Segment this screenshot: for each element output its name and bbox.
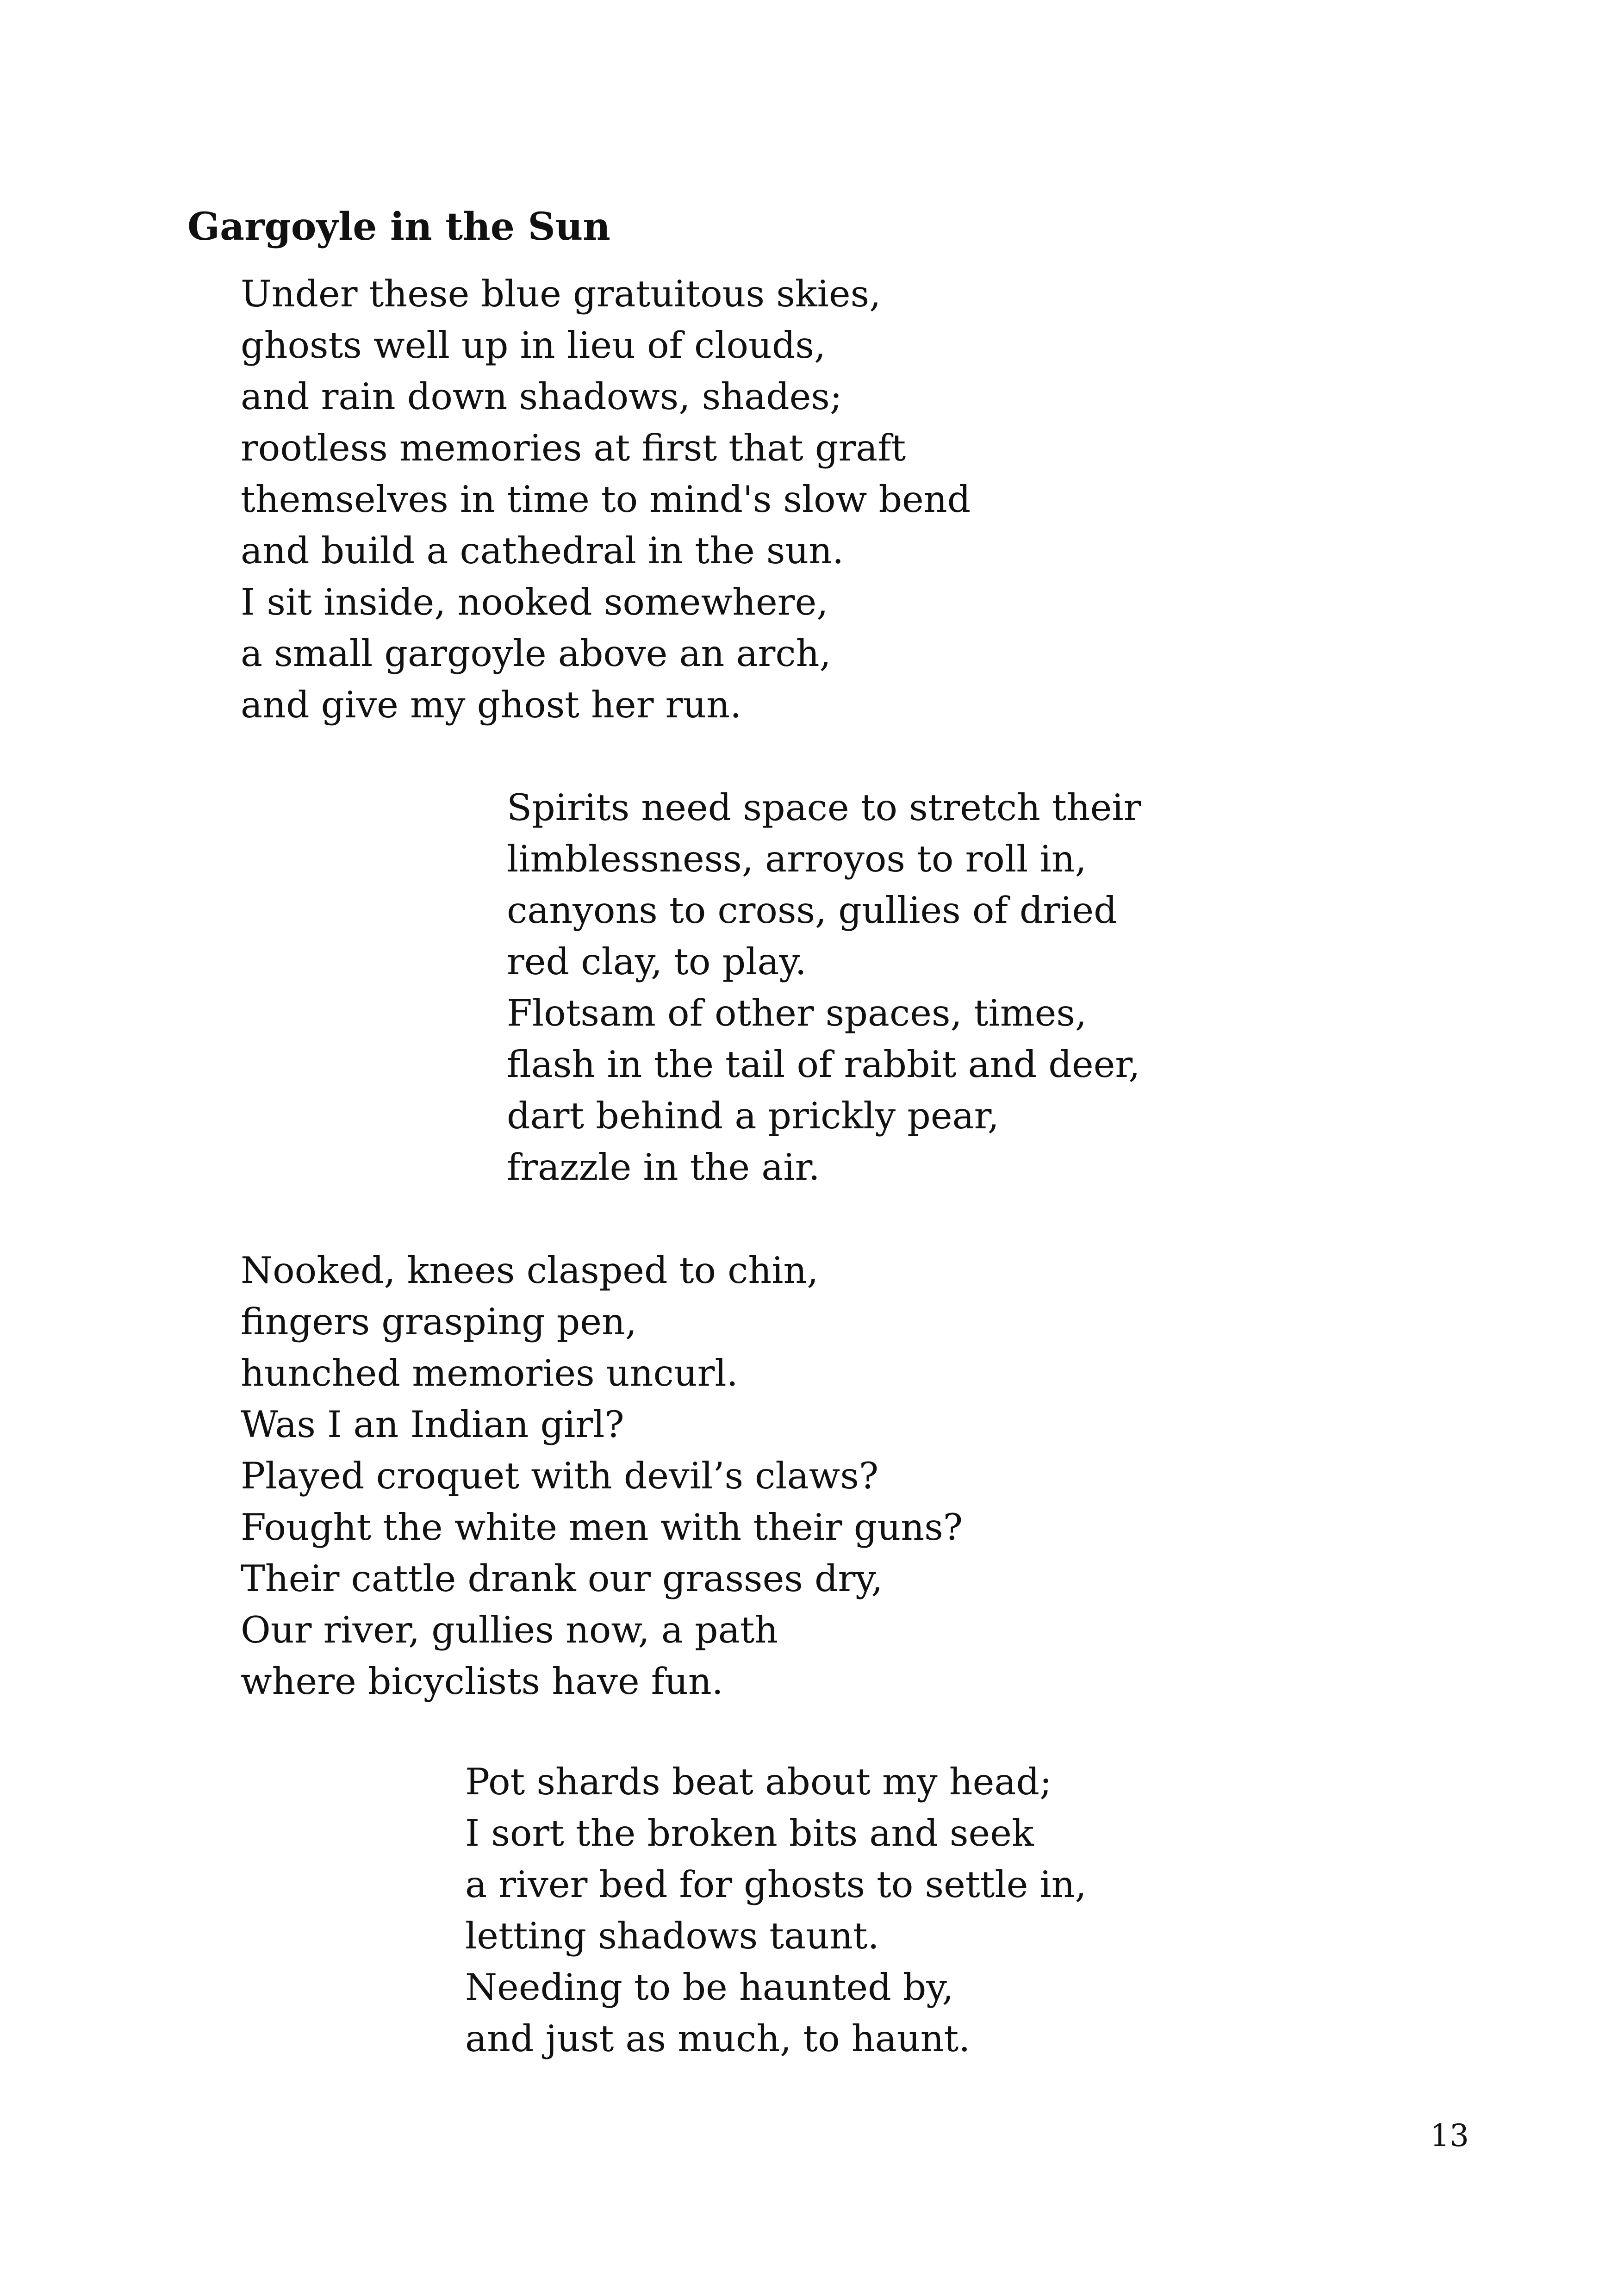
poem-line: Needing to be haunted by, (465, 1966, 954, 2009)
poem-line: themselves in time to mind's slow bend (241, 478, 971, 521)
poem-line: Pot shards beat about my head; (465, 1761, 1052, 1803)
poem-line: Nooked, knees clasped to chin, (241, 1249, 819, 1292)
stanza-3 (241, 1245, 963, 1707)
poem-line: Fought the white men with their guns? (241, 1506, 963, 1549)
poem-line: Played croquet with devil’s claws? (241, 1455, 879, 1497)
poem-line: and just as much, to haunt. (465, 2017, 971, 2060)
poem-line: Under these blue gratuitous skies, (241, 273, 881, 315)
poem-line: a river bed for ghosts to settle in, (465, 1863, 1087, 1906)
poem-title: Gargoyle in the Sun (187, 205, 610, 249)
poem-line: Flotsam of other spaces, times, (507, 992, 1087, 1034)
poem-line: hunched memories uncurl. (241, 1352, 738, 1394)
poem-line: flash in the tail of rabbit and deer, (507, 1043, 1140, 1086)
poem-line: letting shadows taunt. (465, 1915, 879, 1957)
poem-line: a small gargoyle above an arch, (241, 632, 831, 675)
poem-line: Was I an Indian girl? (241, 1403, 624, 1446)
poem-line: I sit inside, nooked somewhere, (241, 581, 828, 623)
poem-line: and build a cathedral in the sun. (241, 529, 844, 572)
stanza-1 (241, 268, 971, 731)
poem-line: Our river, gullies now, a path (241, 1609, 778, 1651)
poem-line: rootless memories at first that graft (241, 427, 906, 469)
poem-line: and give my ghost her run. (241, 684, 742, 726)
poem-line: Their cattle drank our grasses dry, (241, 1557, 883, 1600)
poem-line: where bicyclists have fun. (241, 1660, 723, 1703)
poem-line: I sort the broken bits and seek (465, 1812, 1034, 1854)
poem-line: dart behind a prickly pear, (507, 1095, 999, 1137)
poem-line: fingers grasping pen, (241, 1300, 637, 1343)
stanza-4 (465, 1756, 1087, 2065)
poem-line: ghosts well up in lieu of clouds, (241, 324, 826, 367)
page-number: 13 (1430, 2118, 1469, 2153)
poem-line: frazzle in the air. (507, 1146, 820, 1188)
poem-line: red clay, to play. (507, 940, 807, 983)
poem-line: and rain down shadows, shades; (241, 375, 842, 418)
poem-line: limblessness, arroyos to roll in, (507, 838, 1087, 880)
poem-line: Spirits need space to stretch their (507, 786, 1141, 829)
stanza-2 (507, 782, 1141, 1193)
poem-line: canyons to cross, gullies of dried (507, 889, 1117, 932)
